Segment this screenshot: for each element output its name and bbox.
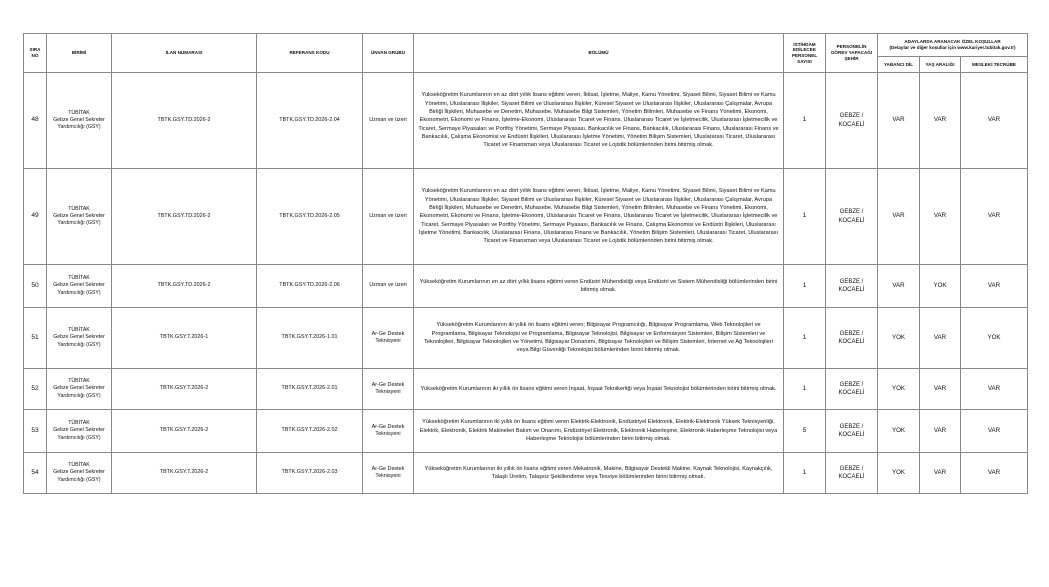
header-yas-araligi: YAŞ ARALIĞI [920, 57, 961, 73]
birim-line: TÜBİTAK [68, 205, 90, 212]
cell-yabanci-dil: VAR [878, 265, 920, 308]
cell-sira-no: 53 [24, 410, 47, 453]
sehir-line: KOCAELİ [838, 121, 865, 128]
cell-yabanci-dil: YOK [878, 369, 920, 410]
birim-line: Gebze Genel Sekreter [53, 427, 105, 434]
cell-unvan-grubu: Ar-Ge Destek Teknisyeni [363, 410, 414, 453]
cell-sehir [826, 410, 878, 453]
cell-bolumu: Yükseköğretim Kurumlarının iki yıllık ön lisans eğitimi veren Elektrik-Elektronik, Endüstriyel Elektronik, Elektrik-Elektronik Yüksek Teknisyenliği, Elektrik, Elektronik, Elektrik Makineleri Bakım ve Onarımı, Endüstriyel Elektronik, Elektronik Haberleşme, Elektronik Haberleşme Teknolojisi veya Haberleşme Teknolojisi bölümlerinden birini bitirmiş olmak. [414, 410, 784, 453]
cell-birim [47, 308, 112, 369]
birim-line: Gebze Genel Sekreter [53, 212, 105, 219]
cell-sehir [826, 369, 878, 410]
sehir-line: GEBZE / [839, 423, 864, 430]
cell-referans-kodu: TBTK.GSY.TD.2026-2.05 [257, 169, 363, 265]
birim-line: TÜBİTAK [68, 109, 90, 116]
header-yabanci-dil: YABANCI DİL [878, 57, 920, 73]
sehir-line: KOCAELİ [838, 287, 865, 293]
cell-personel-sayisi: 5 [784, 410, 826, 453]
birim-line: TÜBİTAK [68, 378, 90, 385]
cell-sira-no: 48 [24, 73, 47, 169]
cell-birim [47, 73, 112, 169]
sehir-line: KOCAELİ [838, 217, 865, 224]
header-unvan-grubu: ÜNVAN GRUBU [363, 34, 414, 73]
cell-mesleki-tecrube: VAR [961, 410, 1028, 453]
header-referans-kodu: REFERANS KODU [257, 34, 363, 73]
birim-line: Yardımcılığı (GSY) [57, 289, 101, 296]
cell-bolumu: Yükseköğretim Kurumlarının iki yıllık ön lisans eğitimi veren İnşaat, İnşaat Teknikerliği veya İnşaat Teknolojisi bölümlerinden birini bitirmiş olmak. [414, 369, 784, 410]
birim-line: TÜBİTAK [68, 327, 90, 334]
cell-bolumu: Yükseköğretim Kurumlarının en az dört yıllık lisans eğitimi veren, İktisat, İşletme, Maliye, Kamu Yönetimi, Siyaset Bilimi, Siyaset Bilimi ve Kamu Yönetimi, Uluslararası İlişkiler, Siyaset Bilimi ve Uluslararası İlişkiler, Küresel Siyaset ve Uluslararası İlişkiler, Uluslararası Çalışmalar, Avrupa Birliği İlişkileri, Muhasebe ve Denetim, Muhasebe, Muhasebe Bilgi Sistemleri, Yönetim Bilimleri, Muhasebe ve Finans Yönetimi, Ekonomi, Ekonometri, Ekonomi ve Finans, İşletme-Ekonomi, Uluslararası Ticaret ve Finans, Uluslararası Ticaret ve İşletmecilik, Uluslararası İşletmecilik ve Ticaret, Sermaye Piyasaları ve Portföy Yönetimi, Sermaye Piyasası, Bankacılık ve Finans, Çalışma Ekonomisi ve Endüstri İlişkileri, Uluslararası İşletme Yönetimi, Bankacılık, Uluslararası Finans, Uluslararası Finans ve Bankacılık, Yönetim Bilişim Sistemleri, Uluslararası Ticaret, Uluslararası Ticaret ve Finansman veya Uluslararası Ticaret ve Lojistik bölümlerinden birini bitirmiş olmak. [414, 169, 784, 265]
job-posting-sheet [23, 33, 1028, 494]
cell-sira-no: 52 [24, 369, 47, 410]
cell-sehir [826, 73, 878, 169]
cell-unvan-grubu: Uzman ve üzeri [363, 265, 414, 308]
cell-yas-araligi: YOK [920, 265, 961, 308]
cell-birim [47, 169, 112, 265]
cell-referans-kodu: TBTK.GSY.T.2026-2.02 [257, 410, 363, 453]
cell-personel-sayisi: 1 [784, 453, 826, 494]
cell-sehir [826, 265, 878, 308]
cell-personel-sayisi: 1 [784, 369, 826, 410]
birim-line: Yardımcılığı (GSY) [57, 392, 101, 399]
cell-yas-araligi: VAR [920, 369, 961, 410]
cell-personel-sayisi: 1 [784, 169, 826, 265]
cell-mesleki-tecrube: VAR [961, 453, 1028, 494]
table-row [24, 308, 1028, 369]
table-row [24, 410, 1028, 453]
sehir-line: GEBZE / [839, 209, 864, 216]
cell-ilan-numarasi: TBTK.GSY.T.2026-2 [112, 410, 257, 453]
cell-ilan-numarasi: TBTK.GSY.T.2026-2 [112, 369, 257, 410]
cell-personel-sayisi: 1 [784, 308, 826, 369]
cell-bolumu: Yükseköğretim Kurumlarının iki yıllık ön lisans eğitimi veren; Bilgisayar Programcılığı, Bilgisayar Programlama, Web Teknolojileri ve Programlama, Bilgisayar Teknolojisi ve Programlama, Bilgisayar Teknolojisi, Bilgisayar ve Enformasyon Sistemleri, Bilişim Sistemleri ve Teknolojileri, Bilgisayar Teknolojileri ve Yönetimi, Bilgisayar Donanımı, Bilgisayar Teknolojileri ve Bilişim Sistemleri, İnternet ve Ağ Teknolojileri veya Bilgi Güvenliği Teknolojisi bölümlerinden birini bitirmiş olmak. [414, 308, 784, 369]
sehir-line: KOCAELİ [838, 474, 865, 480]
cell-sehir [826, 169, 878, 265]
cell-unvan-grubu: Ar-Ge Destek Teknisyeni [363, 369, 414, 410]
cell-sira-no: 51 [24, 308, 47, 369]
birim-line: TÜBİTAK [68, 420, 90, 427]
table-header [24, 34, 1028, 73]
sehir-line: GEBZE / [839, 330, 864, 337]
cell-sira-no: 54 [24, 453, 47, 494]
birim-line: Gebze Genel Sekreter [53, 334, 105, 341]
cell-ilan-numarasi: TBTK.GSY.T.2026-1 [112, 308, 257, 369]
cell-referans-kodu: TBTK.GSY.TD.2026-2.06 [257, 265, 363, 308]
table-row [24, 369, 1028, 410]
cell-sira-no: 49 [24, 169, 47, 265]
cell-mesleki-tecrube: VAR [961, 169, 1028, 265]
header-birimi: BİRİMİ [47, 34, 112, 73]
cell-birim [47, 453, 112, 494]
birim-line: Yardımcılığı (GSY) [57, 124, 101, 130]
cell-yas-araligi: VAR [920, 453, 961, 494]
cell-sehir [826, 453, 878, 494]
table-row [24, 265, 1028, 308]
birim-line: Gebze Genel Sekreter [53, 469, 105, 476]
birim-line: Gebze Genel Sekreter [53, 116, 105, 123]
cell-birim [47, 369, 112, 410]
cell-yas-araligi: VAR [920, 410, 961, 453]
cell-yabanci-dil: YOK [878, 410, 920, 453]
cell-referans-kodu: TBTK.GSY.TD.2026-2.04 [257, 73, 363, 169]
birim-line: TÜBİTAK [68, 275, 90, 282]
birim-line: TÜBİTAK [68, 462, 90, 469]
header-ozel-kosullar [878, 34, 1028, 57]
sehir-line: GEBZE / [839, 278, 864, 285]
header-ilan-numarasi: İLAN NUMARASI [112, 34, 257, 73]
birim-line: Yardımcılığı (GSY) [57, 341, 101, 348]
cell-unvan-grubu: Ar-Ge Destek Teknisyeni [363, 308, 414, 369]
header-sira-no: SIRA NO [24, 34, 47, 73]
cell-ilan-numarasi: TBTK.GSY.TD.2026-2 [112, 73, 257, 169]
birim-line: Yardımcılığı (GSY) [57, 220, 101, 226]
cell-referans-kodu: TBTK.GSY.T.2026-2.01 [257, 369, 363, 410]
cell-mesleki-tecrube: VAR [961, 265, 1028, 308]
cell-personel-sayisi: 1 [784, 265, 826, 308]
cell-bolumu: Yükseköğretim Kurumlarının iki yıllık ön lisans eğitimi veren Mekatronik, Makine, Bilgisayar Destekli Makine, Kaynak Teknolojisi, Kaynakçılık, Talaşlı Üretim, Talaşsız Şekillendirme veya Tesviye bölümlerinden birini bitirmiş olmak. [414, 453, 784, 494]
cell-referans-kodu: TBTK.GSY.T.2026-1.01 [257, 308, 363, 369]
sehir-line: GEBZE / [839, 113, 864, 120]
sehir-line: KOCAELİ [838, 339, 865, 345]
header-gorev-sehir: PERSONELİN GÖREV YAPACAĞI ŞEHİR [826, 34, 878, 73]
sehir-line: KOCAELİ [838, 390, 865, 396]
birim-line: Gebze Genel Sekreter [53, 282, 105, 289]
header-istihdam-personel-sayisi: İSTİHDAM EDİLECEK PERSONEL SAYISI [784, 34, 826, 73]
header-ozel-kosullar-note: (Detaylar ve diğer koşullar için www.kariyer.tubitak.gov.tr) [889, 45, 1016, 50]
cell-yabanci-dil: YOK [878, 308, 920, 369]
cell-yas-araligi: VAR [920, 73, 961, 169]
cell-ilan-numarasi: TBTK.GSY.TD.2026-2 [112, 265, 257, 308]
cell-yas-araligi: VAR [920, 308, 961, 369]
cell-sehir [826, 308, 878, 369]
table-body [24, 73, 1028, 494]
cell-bolumu: Yükseköğretim Kurumlarının en az dört yıllık lisans eğitimi veren Endüstri Mühendisliği veya Endüstri ve Sistem Mühendisliği bölümlerinden birini bitirmiş olmak. [414, 265, 784, 308]
cell-yas-araligi: VAR [920, 169, 961, 265]
cell-personel-sayisi: 1 [784, 73, 826, 169]
cell-mesleki-tecrube: VAR [961, 369, 1028, 410]
job-postings-table [23, 33, 1028, 494]
cell-sira-no: 50 [24, 265, 47, 308]
cell-ilan-numarasi: TBTK.GSY.T.2026-2 [112, 453, 257, 494]
cell-ilan-numarasi: TBTK.GSY.TD.2026-2 [112, 169, 257, 265]
cell-referans-kodu: TBTK.GSY.T.2026-2.03 [257, 453, 363, 494]
sehir-line: GEBZE / [839, 381, 864, 388]
birim-line: Yardımcılığı (GSY) [57, 434, 101, 441]
cell-birim [47, 265, 112, 308]
cell-unvan-grubu: Uzman ve üzeri [363, 169, 414, 265]
sehir-line: GEBZE / [839, 465, 864, 472]
header-mesleki-tecrube: MESLEKİ TECRÜBE [961, 57, 1028, 73]
birim-line: Yardımcılığı (GSY) [57, 476, 101, 483]
cell-birim [47, 410, 112, 453]
header-bolumu: BÖLÜMÜ [414, 34, 784, 73]
table-row [24, 73, 1028, 169]
cell-mesleki-tecrube: YOK [961, 308, 1028, 369]
cell-yabanci-dil: VAR [878, 169, 920, 265]
cell-yabanci-dil: YOK [878, 453, 920, 494]
cell-unvan-grubu: Ar-Ge Destek Teknisyeni [363, 453, 414, 494]
cell-mesleki-tecrube: VAR [961, 73, 1028, 169]
cell-unvan-grubu: Uzman ve üzeri [363, 73, 414, 169]
sehir-line: KOCAELİ [838, 432, 865, 438]
cell-bolumu: Yükseköğretim Kurumlarının en az dört yıllık lisans eğitimi veren, İktisat, İşletme, Maliye, Kamu Yönetimi, Siyaset Bilimi, Siyaset Bilimi ve Kamu Yönetimi, Uluslararası İlişkiler, Siyaset Bilimi ve Uluslararası İlişkiler, Küresel Siyaset ve Uluslararası İlişkiler, Uluslararası Çalışmalar, Avrupa Birliği İlişkileri, Muhasebe ve Denetim, Muhasebe, Muhasebe Bilgi Sistemleri, Yönetim Bilimleri, Muhasebe ve Finans Yönetimi, Ekonomi, Ekonometri, Ekonomi ve Finans, İşletme-Ekonomi, Uluslararası Ticaret ve Finans, Uluslararası Ticaret ve İşletmecilik, Uluslararası İşletmecilik ve Ticaret, Sermaye Piyasaları ve Portföy Yönetimi, Sermaye Piyasası, Bankacılık ve Finans, Bankacılık, Uluslararası Finans, Uluslararası Finans ve Bankacılık, Çalışma Ekonomisi ve Endüstri İlişkileri, Uluslararası İşletme Yönetimi, Yönetim Bilişim Sistemleri, Uluslararası Ticaret, Uluslararası Ticaret ve Finansman veya Uluslararası Ticaret ve Lojistik bölümlerinden birini bitirmiş olmak. [414, 73, 784, 169]
table-row [24, 169, 1028, 265]
header-ozel-kosullar-title: ADAYLARDA ARANACAK ÖZEL KOŞULLAR [904, 39, 1001, 45]
table-row [24, 453, 1028, 494]
birim-line: Gebze Genel Sekreter [53, 385, 105, 392]
cell-yabanci-dil: VAR [878, 73, 920, 169]
